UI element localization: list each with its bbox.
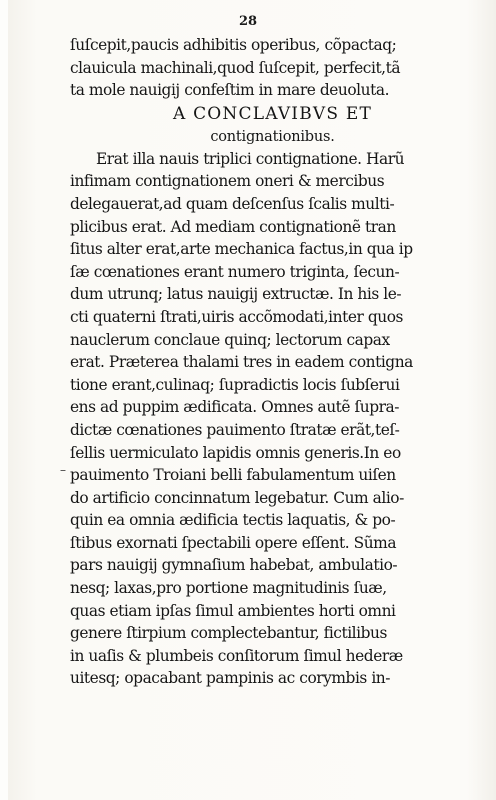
section-heading: A CONCLAVIBVS ET xyxy=(173,103,372,124)
text-line: in uaſis & plumbeis conſitorum ſimul hederæ xyxy=(70,646,403,665)
text-line: tione erant,culinaq; ſupradictis locis ſubſerui xyxy=(70,375,400,394)
text-line: Erat illa nauis triplici contignatione. Harũ xyxy=(96,149,405,168)
text-line: ſellis uermiculato lapidis omnis generis.In eo xyxy=(70,443,401,462)
text-line: plicibus erat. Ad mediam contignationẽ tran xyxy=(70,217,396,236)
text-line: do artificio concinnatum legebatur. Cum alio- xyxy=(70,488,404,507)
text-line: infimam contignationem oneri & mercibus xyxy=(70,172,385,191)
text-line: pauimento Troiani belli fabulamentum uiſen xyxy=(70,466,396,485)
text-line: pars nauigij gymnaſium habebat, ambulatio- xyxy=(70,556,398,575)
text-line: ens ad puppim ædificata. Omnes autẽ ſupra- xyxy=(70,398,399,417)
margin-dash-mark: – xyxy=(60,463,66,477)
text-line: delegauerat,ad quam deſcenſus ſcalis multi- xyxy=(70,194,395,213)
text-line: quas etiam ipſas ſimul ambientes horti omni xyxy=(70,601,396,620)
text-line: clauicula machinali,quod ſuſcepit, perfecit,tã xyxy=(70,58,401,77)
text-line: dum utrunq; latus nauigij extructæ. In his le- xyxy=(70,285,402,304)
text-line: nauclerum conclaue quinq; lectorum capax xyxy=(70,330,390,349)
text-line: ta mole nauigij confeſtim in mare deuoluta. xyxy=(70,81,390,100)
text-line: ſuſcepit,paucis adhibitis operibus, cõpactaq; xyxy=(70,36,397,54)
text-line: dictæ cœnationes pauimento ſtratæ erãt,teſ- xyxy=(70,420,400,439)
text-line: uitesq; opacabant pampinis ac corymbis in- xyxy=(70,669,391,688)
section-subheading: contignationibus. xyxy=(210,128,335,145)
text-line: cti quaterni ſtrati,uiris accõmodati,inter quos xyxy=(70,307,403,326)
text-line: quin ea omnia ædificia tectis laquatis, & po- xyxy=(70,511,396,530)
text-line: genere ſtirpium complectebantur, fictilibus xyxy=(70,624,387,643)
text-block xyxy=(70,34,475,690)
text-line: nesq; laxas,pro portione magnitudinis ſuæ, xyxy=(70,579,387,598)
text-line: ſitus alter erat,arte mechanica factus,in qua ip xyxy=(70,240,413,259)
text-line: ſtibus exornati ſpectabili opere eſſent. Sũma xyxy=(70,533,397,552)
page-number: 28 xyxy=(238,14,258,29)
text-line: erat. Præterea thalami tres in eadem contigna xyxy=(70,353,413,372)
text-line: ſæ cœnationes erant numero triginta, ſecun- xyxy=(70,262,400,281)
